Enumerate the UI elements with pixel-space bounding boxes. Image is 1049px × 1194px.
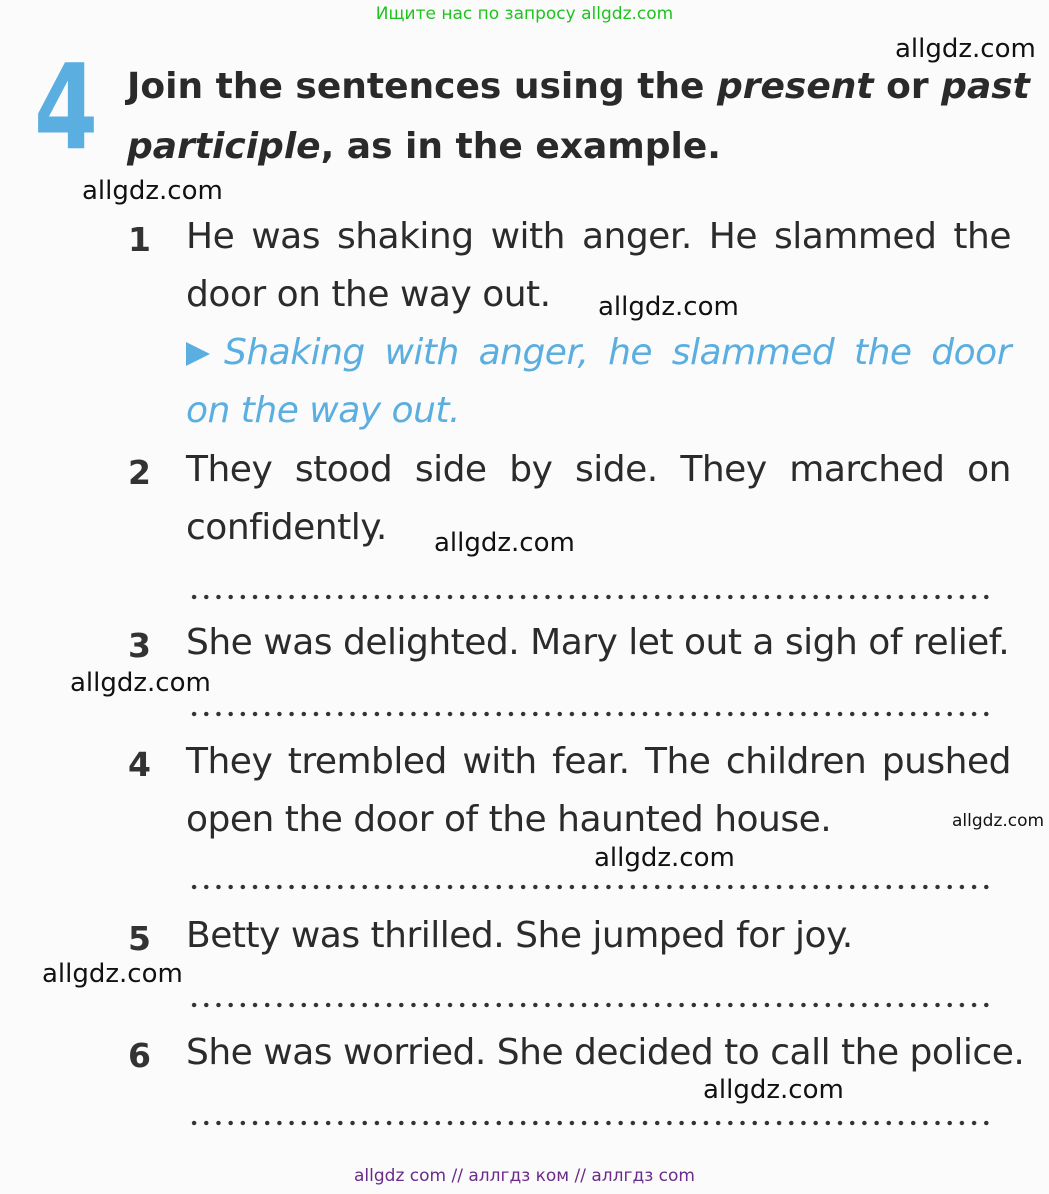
- instruction-text: , as in the example.: [320, 126, 721, 167]
- example-answer-line-1: [186, 332, 1011, 373]
- top-banner[interactable]: Ищите нас по запросу allgdz.com: [375, 4, 674, 24]
- item-text: She was worried. She decided to call the police.: [186, 1032, 1025, 1073]
- instruction-line-1: [127, 66, 1030, 107]
- item-text: He was shaking with anger. He slammed the: [186, 216, 1011, 257]
- watermark: allgdz.com: [82, 176, 223, 206]
- watermark: allgdz.com: [434, 528, 575, 558]
- item-number: 6: [128, 1036, 151, 1075]
- item-text: open the door of the haunted house.: [186, 799, 832, 840]
- item-number: 5: [128, 919, 151, 958]
- answer-line[interactable]: [188, 884, 992, 890]
- instruction-present: present: [716, 66, 874, 107]
- example-answer-text: on the way out.: [186, 390, 460, 431]
- watermark: allgdz.com: [703, 1075, 844, 1105]
- instruction-line-2: [127, 126, 1007, 167]
- item-text: Betty was thrilled. She jumped for joy.: [186, 915, 853, 956]
- exercise-number: 4: [34, 38, 99, 176]
- watermark: allgdz.com: [895, 34, 1036, 64]
- answer-line[interactable]: [188, 594, 992, 600]
- watermark: allgdz.com: [70, 668, 211, 698]
- item-number: 3: [128, 626, 151, 665]
- instruction-participle: participle: [127, 126, 321, 167]
- example-answer-line-2: [186, 390, 1011, 431]
- item-number: 2: [128, 453, 151, 492]
- bottom-banner[interactable]: allgdz com // аллгдз ком // аллгдз com: [354, 1166, 695, 1186]
- play-arrow-icon: [186, 342, 210, 366]
- watermark: allgdz.com: [952, 811, 1045, 831]
- item-text: They trembled with fear. The children pushed: [186, 741, 1011, 782]
- item-text: She was delighted. Mary let out a sigh of relief.: [186, 622, 1010, 663]
- answer-line[interactable]: [188, 1002, 992, 1008]
- item-text: They stood side by side. They marched on: [186, 449, 1011, 490]
- item-text: door on the way out.: [186, 274, 551, 315]
- instruction-text: or: [873, 66, 942, 107]
- item-number: 1: [128, 220, 151, 259]
- instruction-past: past: [941, 66, 1030, 107]
- instruction-text: Join the sentences using the: [127, 66, 717, 107]
- answer-line[interactable]: [188, 1120, 992, 1126]
- item-number: 4: [128, 745, 151, 784]
- watermark: allgdz.com: [598, 292, 739, 322]
- watermark: allgdz.com: [594, 843, 735, 873]
- item-text: confidently.: [186, 507, 387, 548]
- example-answer-text: Shaking with anger, he slammed the door: [224, 332, 1011, 373]
- answer-line[interactable]: [188, 711, 992, 717]
- watermark: allgdz.com: [42, 959, 183, 989]
